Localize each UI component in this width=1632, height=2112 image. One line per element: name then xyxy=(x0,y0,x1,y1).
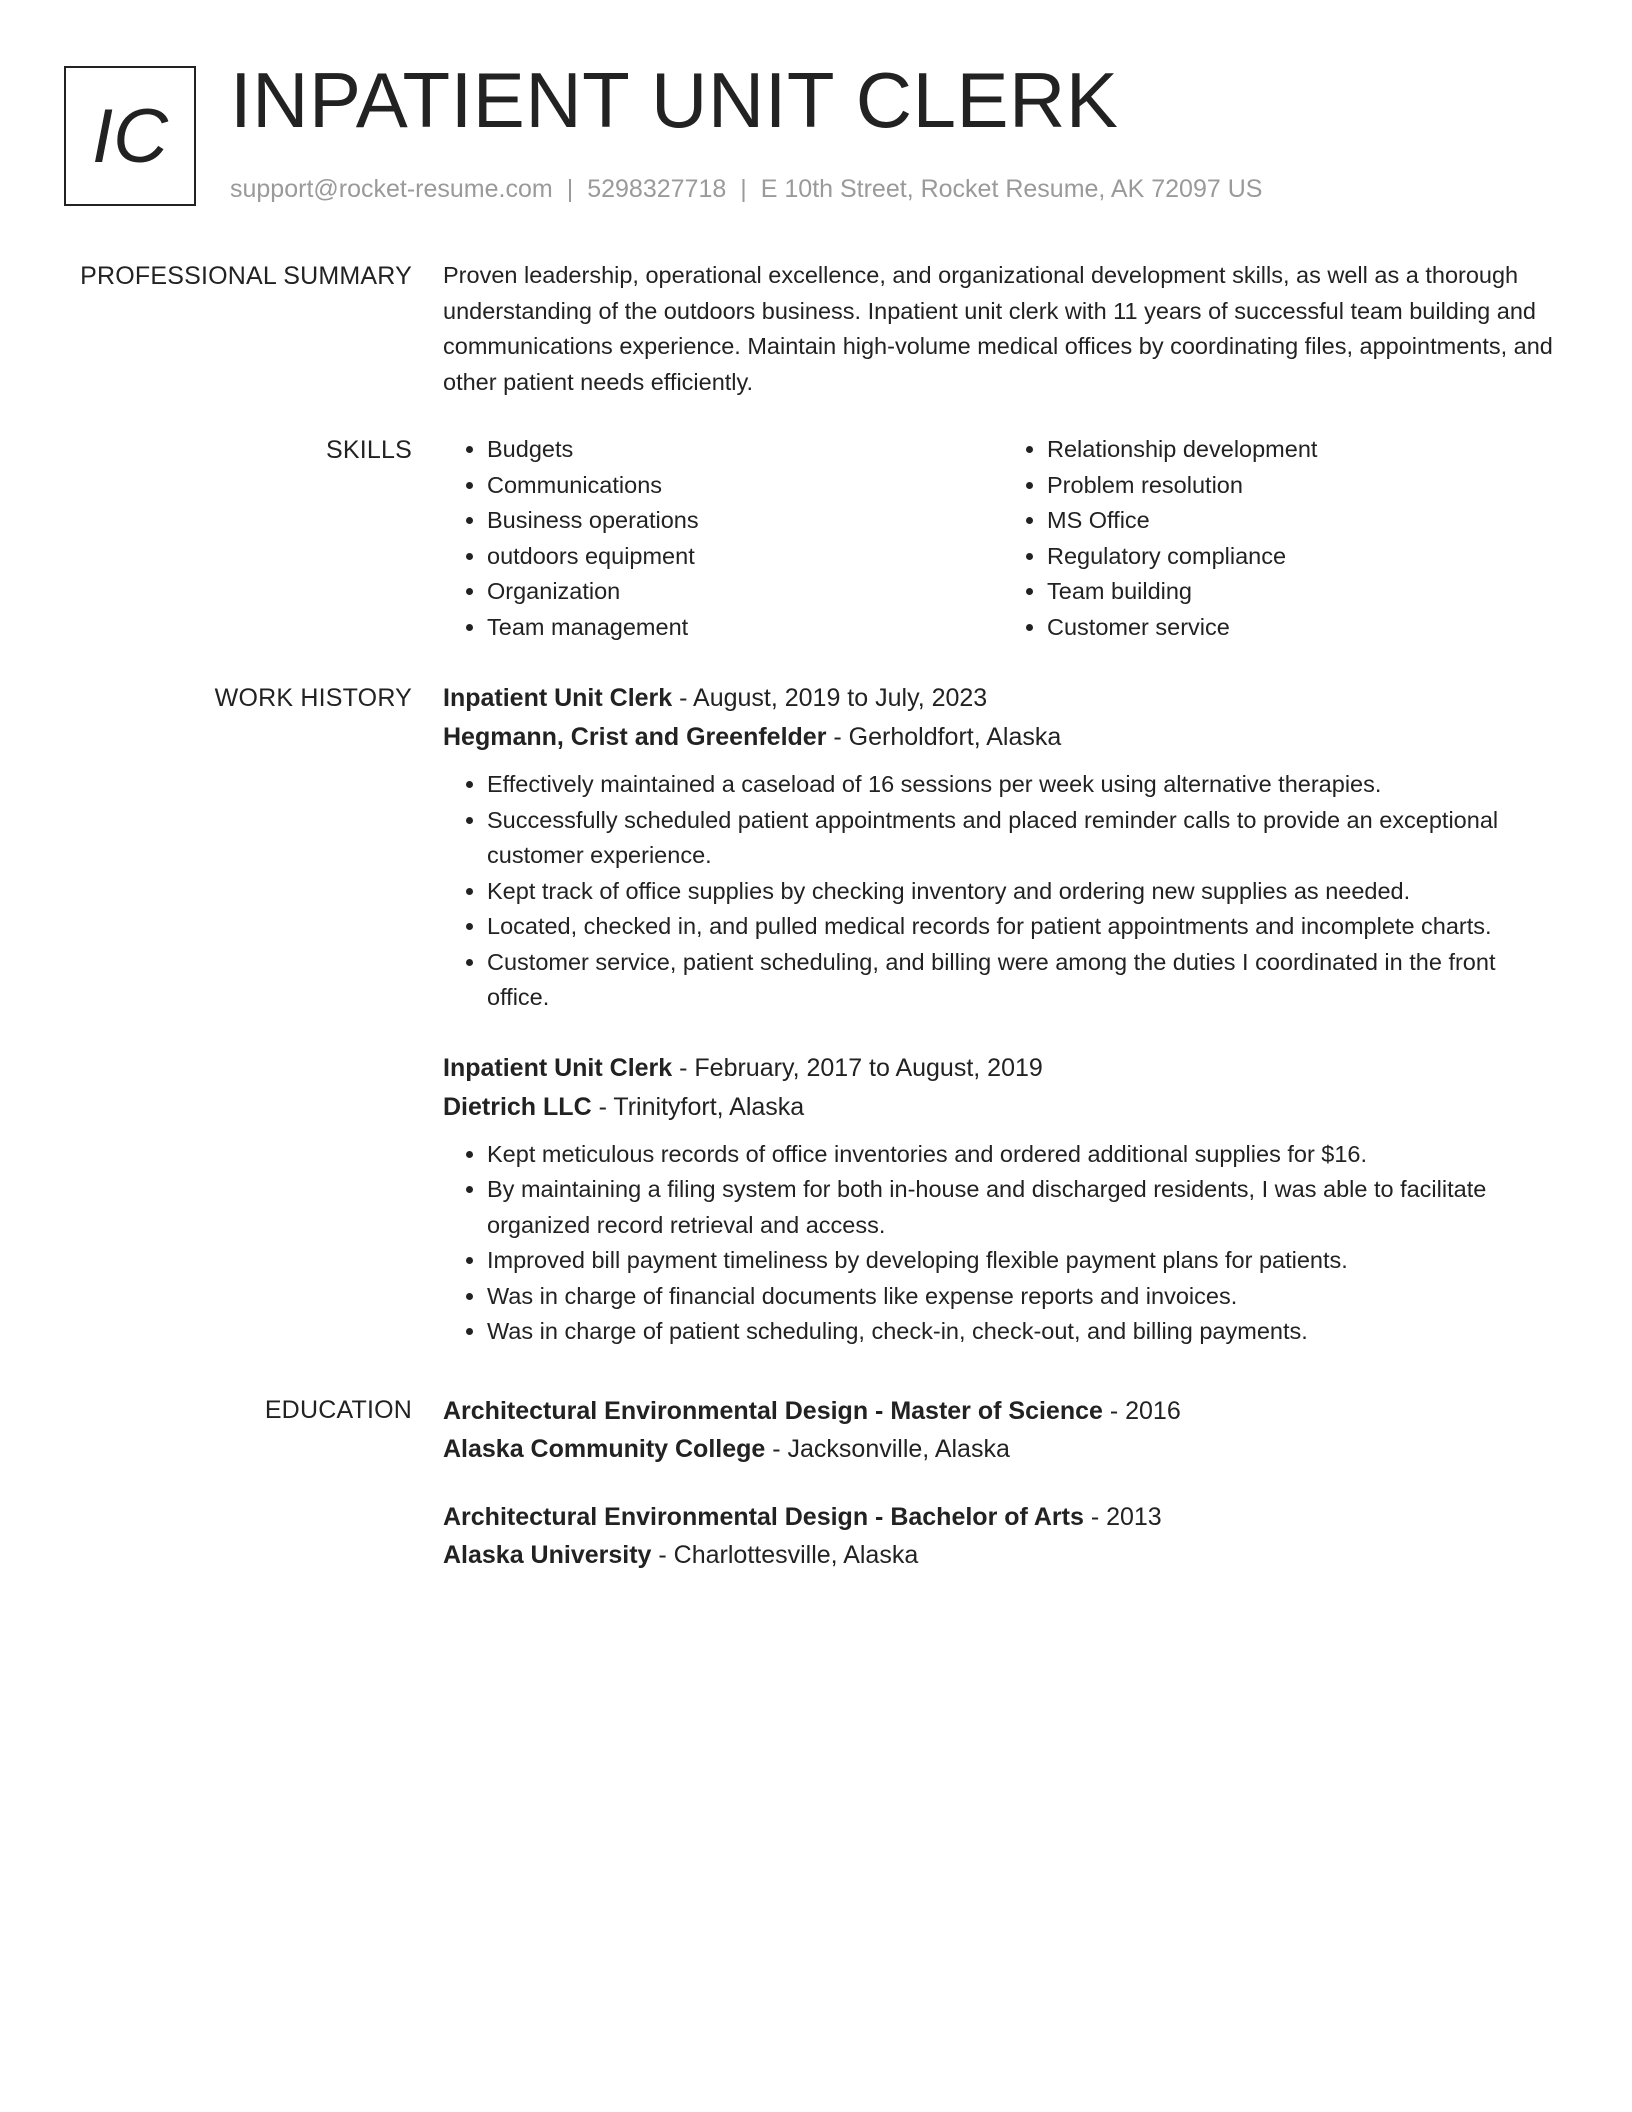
education-school: Alaska University xyxy=(443,1541,652,1569)
job-duty: • Located, checked in, and pulled medical records for patient appointments and incomplete charts. xyxy=(487,909,1563,945)
work-history-body xyxy=(443,680,1563,1384)
education-location: - Charlottesville, Alaska xyxy=(651,1541,919,1569)
section-heading-skills: SKILLS xyxy=(326,436,412,464)
job-company: Hegmann, Crist and Greenfelder xyxy=(443,723,827,751)
job-duties-list xyxy=(443,767,1563,1016)
skill-item: • Customer service xyxy=(1047,610,1563,646)
education-degree: Architectural Environmental Design - Bachelor of Arts xyxy=(443,1503,1084,1531)
education-location: - Jacksonville, Alaska xyxy=(765,1435,1010,1463)
job-title: Inpatient Unit Clerk xyxy=(443,684,673,712)
skill-item: • MS Office xyxy=(1047,503,1563,539)
education-school: Alaska Community College xyxy=(443,1435,766,1463)
summary-text: Proven leadership, operational excellence, and organizational development skills, as well as a thorough understanding of the outdoors business. Inpatient unit clerk with 11 years of successful team building and communications experience. Maintain high-volume medical offices by coordinating files, appointments, and other patient needs efficiently. xyxy=(443,262,1553,395)
summary-body xyxy=(443,258,1563,400)
contact-phone: 5298327718 xyxy=(587,175,727,203)
skills-list-left xyxy=(443,432,1003,645)
job-duty: • Kept track of office supplies by checking inventory and ordering new supplies as needed. xyxy=(487,874,1563,910)
skill-item: • Budgets xyxy=(487,432,1003,468)
monogram-initials: IC xyxy=(92,93,168,179)
job-location: - Trinityfort, Alaska xyxy=(591,1092,805,1121)
skill-item: • Communications xyxy=(487,468,1003,504)
skill-item: • Regulatory compliance xyxy=(1047,539,1563,575)
job-duty: • By maintaining a filing system for both in-house and discharged residents, I was able to facilitate organized record retrieval and access. xyxy=(487,1172,1563,1243)
skill-item: • outdoors equipment xyxy=(487,539,1003,575)
job-company: Dietrich LLC xyxy=(443,1092,592,1121)
section-heading-work-history: WORK HISTORY xyxy=(214,684,412,712)
job-title-line xyxy=(443,680,1563,716)
skill-item: • Organization xyxy=(487,574,1003,610)
contact-line xyxy=(230,172,1262,206)
skills-body xyxy=(443,432,1563,645)
job-dates: - August, 2019 to July, 2023 xyxy=(672,684,988,712)
job-location: - Gerholdfort, Alaska xyxy=(826,723,1062,751)
skill-item: • Problem resolution xyxy=(1047,468,1563,504)
monogram-logo xyxy=(64,66,196,206)
education-year: - 2013 xyxy=(1083,1503,1162,1531)
education-entry xyxy=(443,1498,1563,1574)
job-duty: • Successfully scheduled patient appointments and placed reminder calls to provide an exceptional customer experience. xyxy=(487,803,1563,874)
job-entry xyxy=(443,1050,1563,1350)
education-degree: Architectural Environmental Design - Master of Science xyxy=(443,1397,1103,1425)
job-company-line xyxy=(443,1089,1563,1125)
skill-item: • Business operations xyxy=(487,503,1003,539)
job-dates: - February, 2017 to August, 2019 xyxy=(672,1053,1043,1082)
job-duty: • Kept meticulous records of office inventories and ordered additional supplies for $16. xyxy=(487,1137,1563,1173)
education-degree-line xyxy=(443,1498,1563,1536)
job-title-line xyxy=(443,1050,1563,1086)
skills-list-right xyxy=(1003,432,1563,645)
skill-item: • Team building xyxy=(1047,574,1563,610)
contact-address: E 10th Street, Rocket Resume, AK 72097 US xyxy=(760,175,1263,203)
education-year: - 2016 xyxy=(1102,1397,1181,1425)
job-duty: • Customer service, patient scheduling, and billing were among the duties I coordinated in the front office. xyxy=(487,945,1563,1016)
education-school-line xyxy=(443,1536,1563,1574)
education-entry xyxy=(443,1392,1563,1468)
skill-item: • Team management xyxy=(487,610,1003,646)
skill-item: • Relationship development xyxy=(1047,432,1563,468)
education-degree-line xyxy=(443,1392,1563,1430)
job-duties-list xyxy=(443,1137,1563,1350)
job-entry xyxy=(443,680,1563,1016)
job-company-line xyxy=(443,719,1563,755)
education-body xyxy=(443,1392,1563,1604)
contact-email: support@rocket-resume.com xyxy=(230,175,553,203)
section-heading-summary: PROFESSIONAL SUMMARY xyxy=(80,262,412,290)
contact-separator: | xyxy=(740,175,747,203)
job-duty: • Was in charge of patient scheduling, check-in, check-out, and billing payments. xyxy=(487,1314,1563,1350)
job-duty: • Was in charge of financial documents like expense reports and invoices. xyxy=(487,1279,1563,1315)
job-duty: • Effectively maintained a caseload of 16 sessions per week using alternative therapies. xyxy=(487,767,1563,803)
page-title: INPATIENT UNIT CLERK xyxy=(230,56,1119,144)
education-school-line xyxy=(443,1430,1563,1468)
section-heading-education: EDUCATION xyxy=(264,1396,412,1424)
job-title: Inpatient Unit Clerk xyxy=(443,1053,673,1082)
contact-separator: | xyxy=(566,175,574,203)
job-duty: • Improved bill payment timeliness by developing flexible payment plans for patients. xyxy=(487,1243,1563,1279)
